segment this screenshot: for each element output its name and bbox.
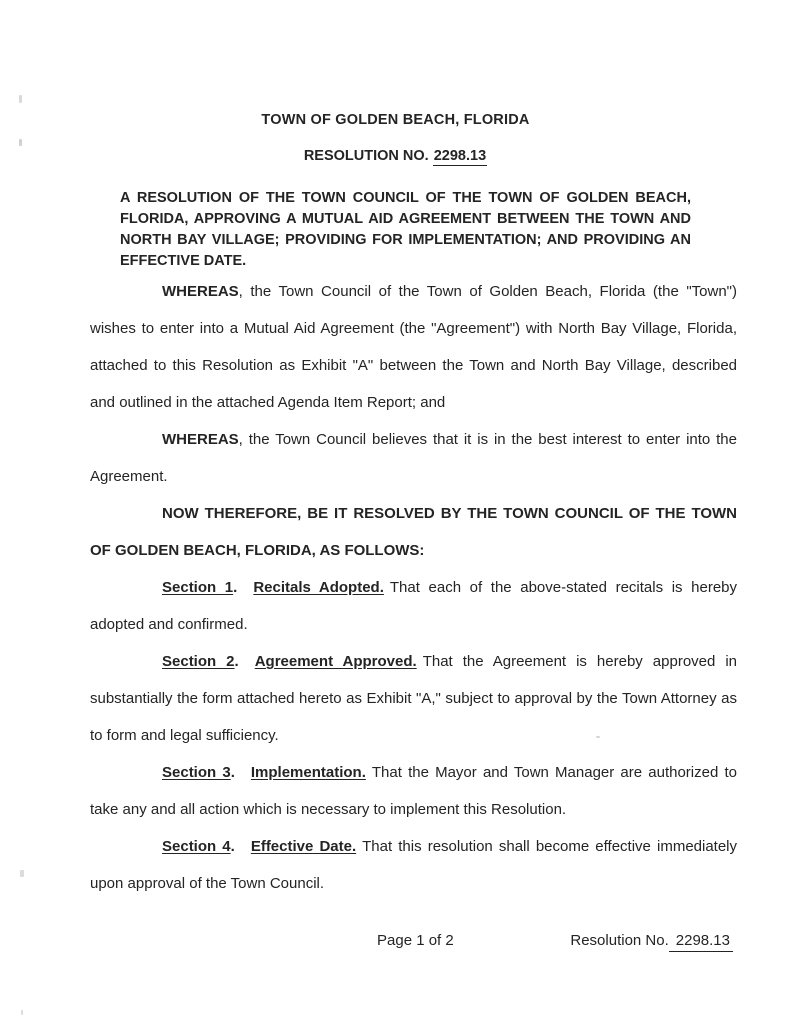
whereas-lead: WHEREAS <box>162 431 239 448</box>
whereas-paragraph-1 <box>90 273 737 421</box>
resolution-label: RESOLUTION NO. <box>303 148 429 164</box>
document-title: TOWN OF GOLDEN BEACH, FLORIDA <box>261 112 530 128</box>
resolution-summary: A RESOLUTION OF THE TOWN COUNCIL OF THE TOWN OF GOLDEN BEACH, FLORIDA, APPROVING A MUTUAL AID AGREEMENT BETWEEN THE TOWN AND NORTH BAY VILLAGE; PROVIDING FOR IMPLEMENTATION; AND PROVIDING AN EFFECTIVE DATE. <box>120 190 691 269</box>
scan-artifact <box>19 95 22 103</box>
scan-artifact <box>21 1010 23 1015</box>
section-text: That the Mayor and Town Manager are authorized to take any and all action which is necessary to implement this Resolution. <box>90 764 737 818</box>
section-title: Implementation. <box>250 764 366 781</box>
section-number: Section 4 <box>162 838 231 855</box>
section-2-paragraph <box>90 643 737 754</box>
section-dot: . <box>230 838 235 855</box>
section-text: That the Agreement is hereby approved in substantially the form attached hereto as Exhibit "A," subject to approval by the Town Attorney as to form and legal sufficiency. <box>90 653 738 744</box>
section-dot: . <box>233 579 238 596</box>
scan-artifact <box>19 139 22 146</box>
section-text: That this resolution shall become effective immediately upon approval of the Town Council. <box>90 838 738 892</box>
section-4-paragraph <box>90 828 737 902</box>
section-dot: . <box>230 764 235 781</box>
section-number: Section 2 <box>162 653 235 670</box>
section-1-paragraph <box>90 569 737 643</box>
section-title: Effective Date. <box>250 838 357 855</box>
section-dot: . <box>234 653 239 670</box>
section-3-paragraph <box>90 754 737 828</box>
section-title: Agreement Approved. <box>254 653 417 670</box>
section-text: That each of the above-stated recitals is hereby adopted and confirmed. <box>90 579 738 633</box>
footer-resolution-label: Resolution No. <box>570 932 669 949</box>
whereas-lead: WHEREAS <box>162 283 239 300</box>
resolved-clause: NOW THEREFORE, BE IT RESOLVED BY THE TOWN COUNCIL OF THE TOWN OF GOLDEN BEACH, FLORIDA, AS FOLLOWS: <box>90 505 737 559</box>
footer-resolution-number <box>570 932 733 949</box>
whereas-paragraph-2 <box>90 421 737 495</box>
resolution-number-heading <box>0 148 791 164</box>
section-number: Section 3 <box>162 764 231 781</box>
section-number: Section 1 <box>162 579 234 596</box>
footer-resolution-value: 2298.13 <box>669 932 733 952</box>
whereas-text: , the Town Council of the Town of Golden Beach, Florida (the "Town") wishes to enter into a Mutual Aid Agreement (the "Agreement") with North Bay Village, Florida, attached to this Resolution as Exhibit "A" between the Town and North Bay Village, described and outlined in the attached Agenda Item Report; and <box>90 283 737 411</box>
whereas-text: , the Town Council believes that it is in the best interest to enter into the Agreement. <box>90 431 737 485</box>
document-body <box>90 273 737 902</box>
section-title: Recitals Adopted. <box>253 579 384 596</box>
resolution-number: 2298.13 <box>433 148 487 164</box>
scan-artifact <box>596 736 600 738</box>
scan-artifact <box>20 870 24 877</box>
page-number: Page 1 of 2 <box>377 932 454 949</box>
